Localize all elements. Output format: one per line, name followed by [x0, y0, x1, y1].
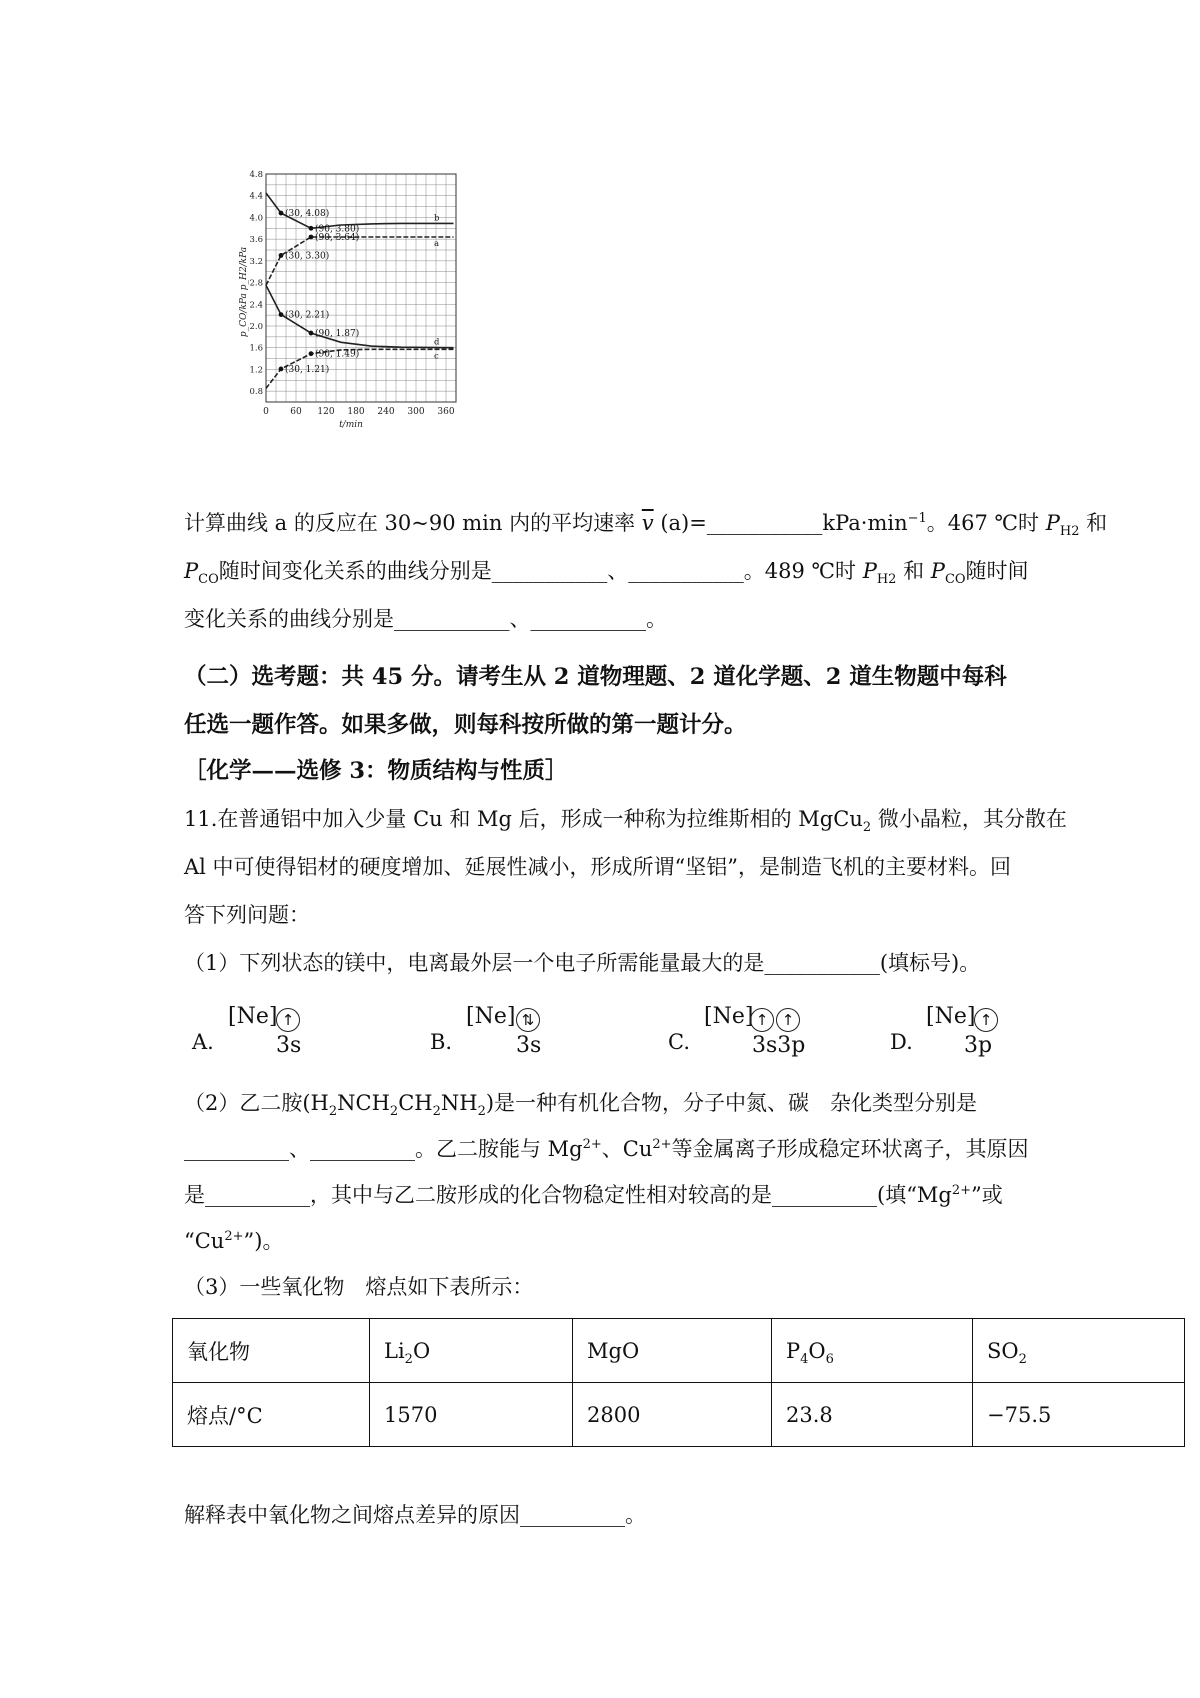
q11-text: 、Cu [601, 1137, 653, 1161]
q10-line2 [184, 556, 1029, 586]
formula: O [412, 1338, 431, 1363]
co-subscript: CO [198, 572, 219, 588]
orbital-box-icon: ↑ [776, 1008, 800, 1032]
x-tick-label: 360 [437, 407, 455, 417]
co-subscript: CO [944, 572, 966, 588]
data-label: (90, 3.80) [315, 224, 360, 235]
data-point [279, 253, 284, 258]
table-cell: 2800 [573, 1383, 772, 1447]
orbital-label: 3s [516, 1033, 542, 1058]
data-point [309, 351, 314, 356]
q11-text: ”或 [971, 1183, 1003, 1207]
orbital-box-icon: ⇅ [516, 1008, 540, 1032]
x-tick-label: 180 [347, 407, 365, 417]
p-symbol: P [184, 559, 199, 583]
q11-text: 是__________，其中与乙二胺形成的化合物稳定性相对较高的是__________(填“Mg [184, 1183, 952, 1207]
p-symbol: P [862, 559, 877, 583]
y-tick-label: 0.8 [249, 387, 263, 398]
q11-text: NCH [337, 1091, 390, 1115]
q11-intro-line3: 答下列问题： [184, 903, 310, 927]
superscript: 2+ [951, 1183, 972, 1198]
electron-config: [Ne] [704, 1004, 754, 1029]
q10-line1 [184, 508, 1107, 538]
data-point [279, 211, 284, 216]
q11-text: NH [440, 1091, 478, 1115]
q10-text: 和 [896, 559, 931, 583]
orbital-box-icon: ↑ [750, 1008, 774, 1032]
superscript: 2+ [224, 1229, 244, 1244]
section-header-line1: （二）选考题：共 45 分。请考生从 2 道物理题、2 道化学题、2 道生物题中每科 [184, 664, 1007, 690]
orbital-box-icon: ↑ [974, 1008, 998, 1032]
data-label: (30, 2.21) [285, 310, 330, 321]
subscript: 2 [328, 1104, 338, 1120]
x-tick-label: 120 [317, 407, 335, 417]
data-label: (30, 4.08) [285, 209, 330, 220]
superscript: 2+ [652, 1137, 672, 1152]
formula: O [808, 1338, 826, 1363]
q11-part3-answer: 解释表中氧化物之间熔点差异的原因__________。 [184, 1503, 646, 1527]
x-tick-label: 0 [263, 407, 269, 417]
q11-text: CH [398, 1091, 433, 1115]
q10-blank-curves: 随时间变化关系的曲线分别是___________、___________。489 ℃时 [218, 559, 863, 583]
table-cell: MgO [573, 1319, 772, 1383]
x-axis-label: t/min [339, 420, 363, 430]
y-tick-label: 1.2 [249, 365, 263, 376]
q11-text: __________、__________。乙二胺能与 Mg [184, 1137, 583, 1161]
data-label: (90, 1.87) [315, 329, 360, 340]
superscript: 2+ [582, 1137, 602, 1152]
subscript: 2 [404, 1351, 413, 1367]
q11-part2-line3 [184, 1180, 1003, 1210]
q11-text: （2）乙二胺(H [184, 1091, 329, 1115]
series-label-a: a [434, 238, 440, 249]
electron-config: [Ne] [228, 1004, 278, 1029]
q10-line3: 变化关系的曲线分别是___________、___________。 [184, 607, 667, 631]
section-title: ［化学——选修 3：物质结构与性质］ [184, 758, 568, 784]
q10-text: 随时间 [965, 559, 1029, 583]
option-label: A. [192, 1030, 214, 1054]
subscript: 2 [389, 1104, 399, 1120]
orbital-label: 3s3p [752, 1033, 806, 1058]
subscript: 2 [432, 1104, 441, 1120]
h2-subscript: H2 [876, 572, 897, 588]
y-tick-label: 3.6 [249, 235, 263, 246]
orbital-box-icon: ↑ [276, 1008, 300, 1032]
y-tick-label: 4.8 [249, 170, 263, 180]
q10-text: 和 [1079, 511, 1108, 535]
subscript: 2 [477, 1104, 486, 1120]
subscript: 4 [800, 1351, 809, 1367]
formula: SO [987, 1338, 1019, 1363]
q11-text: 等金属离子形成稳定环状离子，其原因 [671, 1137, 1029, 1161]
y-tick-label: 2.8 [249, 278, 263, 289]
electron-config: [Ne] [926, 1004, 976, 1029]
data-label: (90, 3.64) [315, 232, 360, 243]
data-point [279, 312, 284, 317]
table-cell [370, 1319, 573, 1383]
series-label-b: b [434, 213, 440, 224]
y-tick-label: 3.2 [249, 256, 263, 267]
data-label: (30, 3.30) [285, 251, 330, 262]
q11-text: 11.在普通铝中加入少量 Cu 和 Mg 后，形成一种称为拉维斯相的 MgCu [184, 807, 863, 831]
y-tick-label: 2.4 [249, 300, 263, 311]
data-point [309, 331, 314, 336]
electron-config: [Ne] [466, 1004, 516, 1029]
melting-point-table [172, 1318, 1185, 1447]
table-cell: −75.5 [973, 1383, 1185, 1447]
y-tick-label: 4.0 [249, 213, 263, 224]
orbital-label: 3s [276, 1033, 302, 1058]
section-header-line2: 任选一题作答。如果多做，则每科按所做的第一题计分。 [184, 712, 747, 738]
pressure-time-chart [236, 166, 466, 438]
data-point [279, 366, 284, 371]
q11-intro-line1 [184, 804, 1067, 834]
p-symbol: P [930, 559, 945, 583]
q10-blank-rate: (a)=___________kPa·min [660, 511, 908, 535]
y-tick-label: 4.4 [249, 191, 263, 202]
p-symbol: P [1045, 511, 1060, 535]
q11-part3: （3）一些氧化物 熔点如下表所示： [184, 1275, 534, 1299]
q11-intro-line2: Al 中可使得铝材的硬度增加、延展性减小，形成所谓“坚铝”，是制造飞机的主要材料。回 [184, 855, 1012, 879]
q11-text: ”)。 [243, 1229, 284, 1253]
option-label: B. [430, 1030, 453, 1054]
table-row [173, 1319, 1185, 1383]
subscript: 2 [1018, 1351, 1027, 1367]
data-label: (30, 1.21) [285, 364, 330, 375]
q11-part2-line2 [184, 1134, 1029, 1164]
q11-part2-line4 [184, 1226, 283, 1256]
table-cell [772, 1319, 973, 1383]
q11-part1: （1）下列状态的镁中，电离最外层一个电子所需能量最大的是___________(填标号)。 [184, 951, 981, 975]
x-tick-label: 240 [377, 407, 395, 417]
option-label: C. [668, 1030, 690, 1054]
chart-series [266, 193, 454, 388]
table-cell: 23.8 [772, 1383, 973, 1447]
x-tick-label: 60 [290, 407, 302, 417]
formula: Li [384, 1338, 405, 1363]
table-cell: 1570 [370, 1383, 573, 1447]
unit-exponent: −1 [907, 511, 927, 526]
subscript: 6 [825, 1351, 834, 1367]
velocity-symbol: $\overline{v}$ [641, 511, 654, 535]
y-tick-label: 1.6 [249, 343, 263, 354]
data-point [309, 235, 314, 240]
q10-text: 计算曲线 a 的反应在 30~90 min 内的平均速率 [184, 511, 636, 535]
q11-text: “Cu [184, 1229, 225, 1253]
table-row [173, 1383, 1185, 1447]
table-cell [973, 1319, 1185, 1383]
table-cell: 氧化物 [173, 1319, 370, 1383]
table-cell: 熔点/°C [173, 1383, 370, 1447]
series-label-c: c [434, 351, 439, 362]
q10-text: 。467 ℃时 [926, 511, 1046, 535]
y-tick-label: 2.0 [249, 322, 263, 332]
series-label-d: d [434, 337, 440, 348]
option-label: D. [890, 1030, 913, 1054]
x-tick-label: 300 [407, 407, 425, 417]
q11-text: )是一种有机化合物，分子中氮、碳 杂化类型分别是 [485, 1091, 978, 1115]
data-point [309, 226, 314, 231]
h2-subscript: H2 [1059, 524, 1080, 540]
orbital-label: 3p [964, 1033, 993, 1058]
q11-part2-line1 [184, 1088, 977, 1118]
subscript: 2 [862, 820, 872, 836]
formula: P [786, 1338, 801, 1363]
data-label: (90, 1.49) [315, 349, 360, 360]
y-axis-label: p_CO/kPa p_H2/kPa [239, 246, 249, 338]
q11-text: 微小晶粒，其分散在 [871, 807, 1067, 831]
